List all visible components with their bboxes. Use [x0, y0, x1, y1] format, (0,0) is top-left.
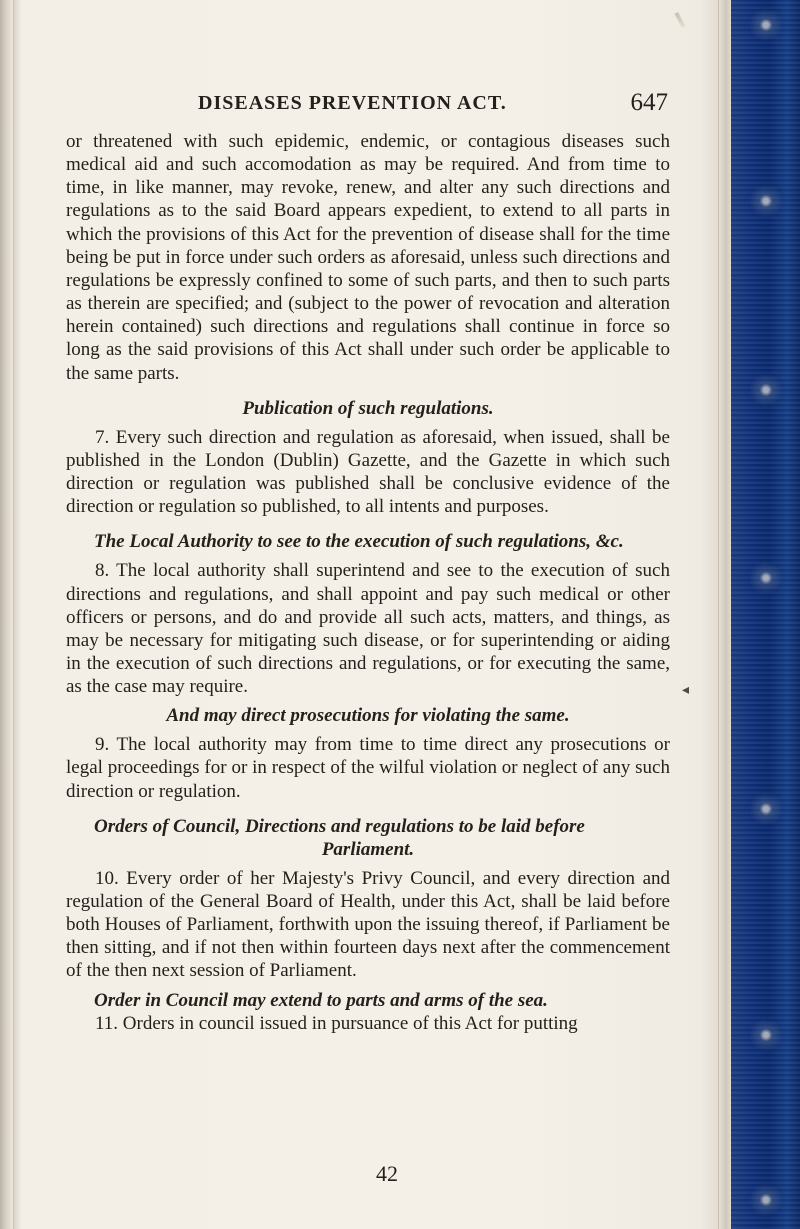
cover-wear-mark	[742, 176, 790, 226]
margin-mark: ◂	[682, 683, 690, 698]
section-8-heading: The Local Authority to see to the execution of such regulations, &c.	[94, 531, 624, 553]
section-10-heading-line-2: Parliament.	[321, 838, 415, 860]
opening-paragraph: or threatened with such epidemic, endemic, or contagious diseases such medical aid and such accomodation as may be required. And from time to time, in like manner, may revoke, renew, and alter any such directions and regulations as to the said Board appears expedient, to extend to all parts in which the provisions of this Act for the prevention of disease shall for the time being be put in force under such orders as aforesaid, unless such directions and regulations be expressly confined to some of such parts, and then to such parts as therein are specified; and (subject to the power of revocation and alteration herein contained) such directions and regulations shall continue in force so long as the said provisions of this Act shall under such order be applicable to the same parts.	[66, 131, 670, 384]
cover-wear-mark	[742, 0, 790, 50]
running-head	[198, 89, 668, 122]
section-7-heading: Publication of such regulations.	[242, 397, 494, 419]
running-head-title: DISEASES PREVENTION ACT.	[198, 92, 507, 114]
spacer	[66, 518, 670, 530]
spacer	[66, 385, 670, 397]
section-10-text: 10. Every order of her Majesty's Privy Council, and every direction and regulation of the General Board of Health, under this Act, shall be laid before both Houses of Parliament, forthwith upon the issuing thereof, if Parliament be then sitting, and if not then within fourteen days next after the commencement of the then next session of Parliament.	[66, 867, 670, 982]
section-9-heading: And may direct prosecutions for violating the same.	[166, 705, 570, 727]
document-body	[66, 130, 670, 1035]
section-9-text: 9. The local authority may from time to time direct any prosecutions or legal proceedings for or in respect of the wilful violation or neglect of any such direction or regulation.	[66, 734, 670, 802]
cover-wear-mark	[742, 553, 790, 603]
left-binding-shadow	[0, 0, 14, 1229]
section-11-heading: Order in Council may extend to parts and arms of the sea.	[94, 989, 548, 1011]
section-8-text: 8. The local authority shall superintend and see to the execution of such directions and regulations, and shall appoint and pay such medical or other officers or persons, and do and provide all such acts, matters, and things, as may be necessary for mitigating such disease, or for superintending or aiding in the execution of such directions and regulations, or for executing the same, as the case may require.	[66, 560, 670, 698]
cover-wear-mark	[742, 784, 790, 834]
inner-page-shadow	[13, 0, 21, 1229]
cover-wear-mark	[742, 365, 790, 415]
spacer	[66, 803, 670, 815]
page-number: 647	[630, 89, 668, 116]
section-11-text: 11. Orders in council issued in pursuance of this Act for putting	[95, 1012, 578, 1034]
signature-mark: 42	[376, 1161, 398, 1186]
paper-mark	[674, 12, 685, 28]
cover-wear-mark	[742, 1175, 790, 1225]
cover-wear-mark	[742, 1010, 790, 1060]
section-10-heading-line-1: Orders of Council, Directions and regulations to be laid before	[94, 815, 585, 837]
section-7-text: 7. Every such direction and regulation as aforesaid, when issued, shall be published in the London (Dublin) Gazette, and the Gazette in which such direction or regulation was published shall be conclusive evidence of the direction or regulation so published, to all intents and purposes.	[66, 426, 670, 518]
